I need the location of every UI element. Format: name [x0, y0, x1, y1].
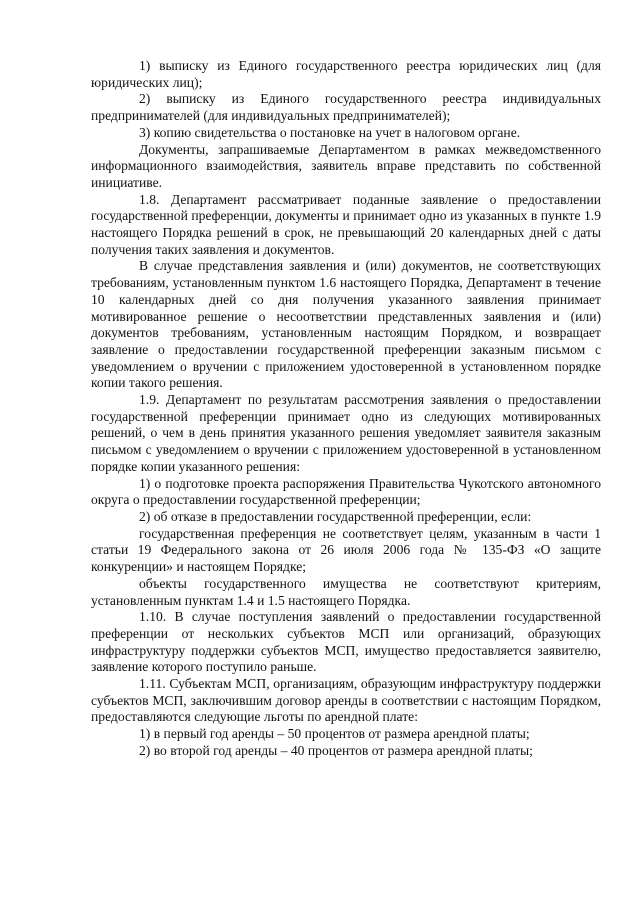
- paragraph-benefit-2: 2) во второй год аренды – 40 процентов от размера арендной платы;: [139, 742, 533, 758]
- paragraph-benefit-1: 1) в первый год аренды – 50 процентов от размера арендной платы;: [139, 726, 530, 742]
- paragraph-refusal-reason-1: государственная преференция не соответствует целям, указанным в части 1 статьи 19 Федерального закона от 26 июля 2006 года № 135-ФЗ «О защите конкуренции» и настоящем Порядке;: [91, 525, 601, 575]
- paragraph-documents-initiative: Документы, запрашиваемые Департаментом в рамках межведомственного информационного взаимодействия, заявитель вправе представить по собственной инициативе.: [91, 141, 601, 190]
- paragraph-1-9: 1.9. Департамент по результатам рассмотрения заявления о предоставлении государственной преференции принимает одно из следующих мотивированных решений, о чем в день принятия указанного решения уведомляет заявителя заказным письмом с уведомлением о вручении с приложением удостоверенной в установленном порядке копии указанного решения:: [91, 392, 601, 474]
- paragraph-1-8: 1.8. Департамент рассматривает поданные заявление о предоставлении государственной преференции, документы и принимает одно из указанных в пункте 1.9 настоящего Порядка решений в срок, не превышающий 20 календарных дней с даты получения таких заявления и документов.: [91, 191, 601, 257]
- paragraph-list-item-2: 2) выписку из Единого государственного реестра индивидуальных предпринимателей (для индивидуальных предпринимателей);: [91, 91, 601, 124]
- paragraph-1-11: 1.11. Субъектам МСП, организациям, образующим инфраструктуру поддержки субъектов МСП, заключившим договор аренды в соответствии с настоящим Порядком, предоставляются следующие льготы по арендной плате:: [91, 676, 601, 725]
- document-page: [91, 58, 601, 760]
- paragraph-1-10: 1.10. В случае поступления заявлений о предоставлении государственной преференции от нескольких субъектов МСП или организаций, образующих инфраструктуру поддержки субъектов МСП, имущество предоставляется заявителю, заявление которого поступило раньше.: [91, 609, 601, 675]
- paragraph-list-item-1: 1) выписку из Единого государственного реестра юридических лиц (для юридических лиц);: [91, 58, 601, 90]
- paragraph-decision-1: 1) о подготовке проекта распоряжения Правительства Чукотского автономного округа о предоставлении государственной преференции;: [91, 475, 601, 508]
- paragraph-decision-2: 2) об отказе в предоставлении государственной преференции, если:: [139, 508, 532, 524]
- paragraph-list-item-3: 3) копию свидетельства о постановке на учет в налоговом органе.: [139, 124, 521, 140]
- paragraph-nonconformity: В случае представления заявления и (или) документов, не соответствующих требованиям, установленным пунктом 1.6 настоящего Порядка, Департамент в течение 10 календарных дней со дня получения указанного заявления принимает мотивированное решение о несоответствии представленных заявления и (или) документов требованиям, установленным настоящим Порядком, и возвращает заявление о предоставлении государственной преференции заказным письмом с уведомлением о вручении с приложением удостоверенной в установленном порядке копии такого решения.: [91, 258, 601, 391]
- paragraph-refusal-reason-2: объекты государственного имущества не соответствуют критериям, установленным пунктам 1.4 и 1.5 настоящего Порядка.: [91, 575, 601, 608]
